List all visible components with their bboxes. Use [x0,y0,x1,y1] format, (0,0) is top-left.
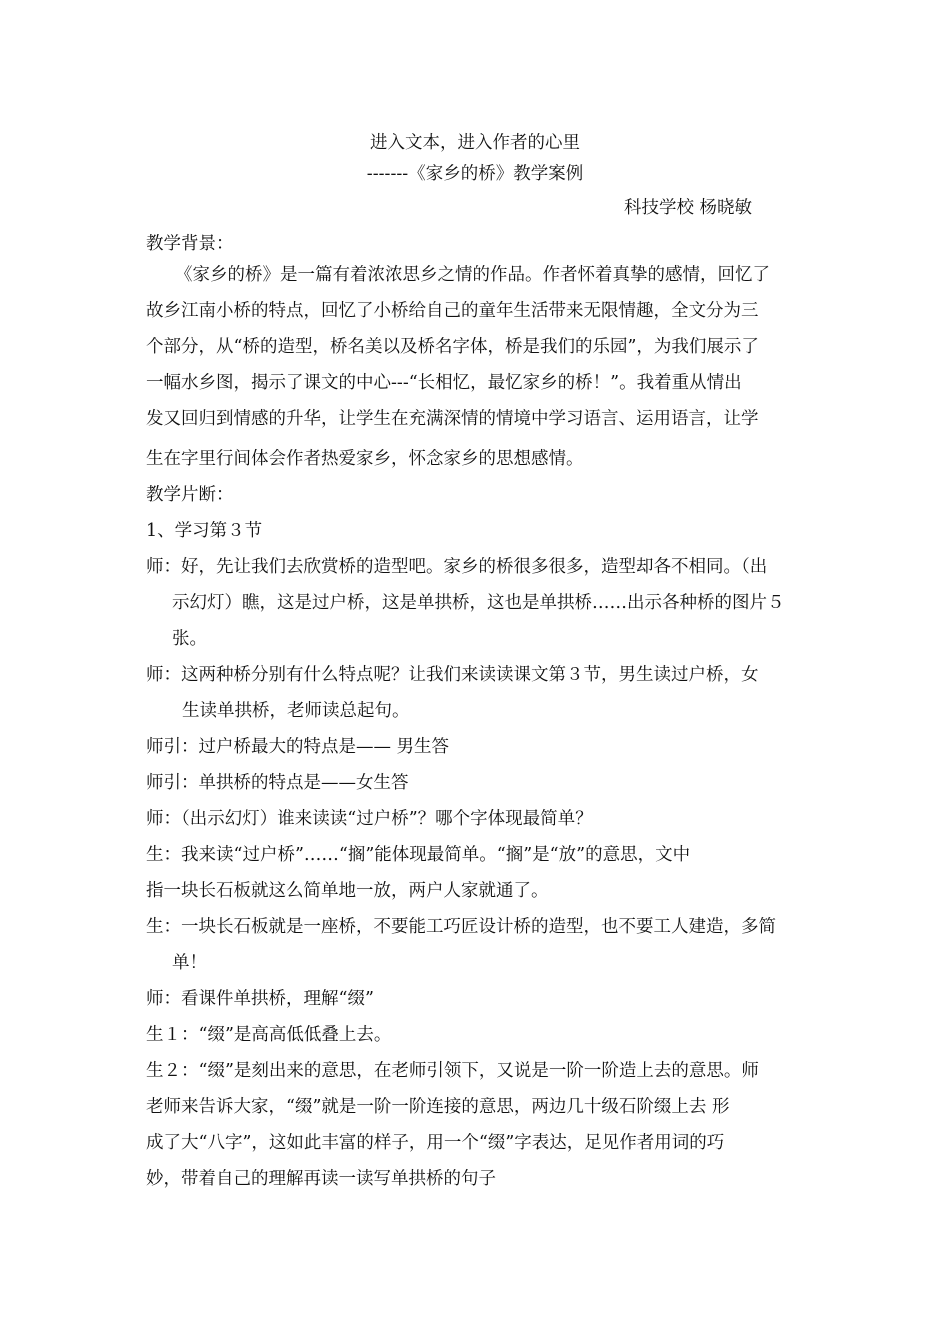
dialogue-line: 师引：过户桥最大的特点是—— 男生答 [146,737,450,757]
dialogue-line: 老师来告诉大家，“缀”就是一阶一阶连接的意思，两边几十级石阶缀上去 形 [146,1097,730,1117]
background-paragraph-line: 一幅水乡图，揭示了课文的中心---“长相忆，最忆家乡的桥！”。我着重从情出 [146,373,742,393]
background-paragraph-line: 《家乡的桥》是一篇有着浓浓思乡之情的作品。作者怀着真挚的感情，回忆了 [175,265,770,285]
background-paragraph-line: 个部分，从“桥的造型，桥名美以及桥名字体，桥是我们的乐园”，为我们展示了 [146,337,759,357]
dialogue-line: 生读单拱桥，老师读总起句。 [182,701,410,721]
dialogue-line: 师：（出示幻灯）谁来读读“过户桥”？哪个字体现最简单？ [146,809,593,829]
background-heading: 教学背景： [146,234,234,254]
document-title: 进入文本，进入作者的心里 [370,133,580,153]
dialogue-line: 师引：单拱桥的特点是——女生答 [146,773,409,793]
dialogue-line: 成了大“八字”，这如此丰富的样子，用一个“缀”字表达，足见作者用词的巧 [146,1133,725,1153]
dialogue-line: 单！ [172,953,207,973]
section-heading: 1、学习第３节 [146,521,263,541]
author-line: 科技学校 杨晓敏 [624,198,753,218]
dialogue-line: 妙，带着自己的理解再读一读写单拱桥的句子 [146,1169,496,1189]
background-paragraph-line: 故乡江南小桥的特点，回忆了小桥给自己的童年生活带来无限情趣，全文分为三 [146,301,759,321]
dialogue-line: 生１：“缀”是高高低低叠上去。 [146,1025,392,1045]
dialogue-line: 师：这两种桥分别有什么特点呢？让我们来读读课文第３节，男生读过户桥，女 [146,665,759,685]
dialogue-line: 生２：“缀”是刻出来的意思，在老师引领下，又说是一阶一阶造上去的意思。师 [146,1061,759,1081]
fragment-heading: 教学片断： [146,485,234,505]
document-subtitle: -------《家乡的桥》教学案例 [366,164,584,184]
dialogue-line: 师：看课件单拱桥，理解“缀” [146,989,374,1009]
background-paragraph-line: 发又回归到情感的升华，让学生在充满深情的情境中学习语言、运用语言，让学 [146,409,759,429]
dialogue-line: 生：我来读“过户桥”……“搁”能体现最简单。“搁”是“放”的意思，文中 [146,845,691,865]
dialogue-line: 生：一块长石板就是一座桥，不要能工巧匠设计桥的造型，也不要工人建造，多简 [146,917,776,937]
dialogue-line: 师：好，先让我们去欣赏桥的造型吧。家乡的桥很多很多，造型却各不相同。（出 [146,557,768,577]
dialogue-line: 示幻灯）瞧，这是过户桥，这是单拱桥，这也是单拱桥……出示各种桥的图片５ [172,593,785,613]
dialogue-line: 指一块长石板就这么简单地一放，两户人家就通了。 [146,881,549,901]
background-paragraph-line: 生在字里行间体会作者热爱家乡，怀念家乡的思想感情。 [146,449,584,469]
dialogue-line: 张。 [172,629,207,649]
